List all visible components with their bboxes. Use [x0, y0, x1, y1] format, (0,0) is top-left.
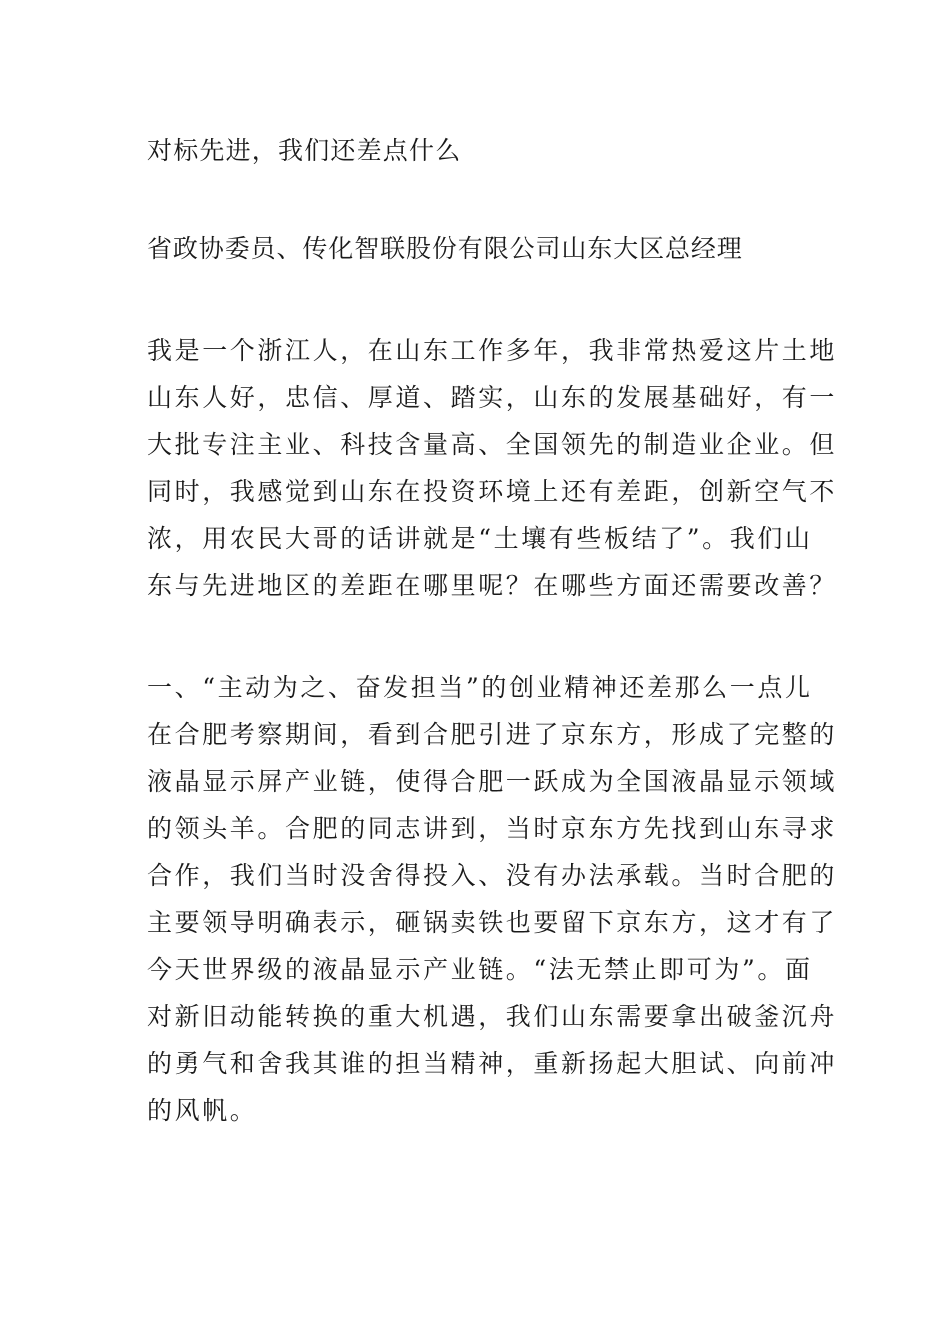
paragraph-line: 浓，用农民大哥的话讲就是“土壤有些板结了”。我们山 — [147, 524, 813, 553]
paragraph-line: 在合肥考察期间，看到合肥引进了京东方，形成了完整的 — [147, 720, 838, 749]
paragraph-line: 我是一个浙江人，在山东工作多年，我非常热爱这片土地 — [147, 336, 838, 365]
paragraph-line: 今天世界级的液晶显示产业链。“法无禁止即可为”。面 — [147, 955, 813, 984]
paragraph-line: 大批专注主业、科技含量高、全国领先的制造业企业。但 — [147, 430, 838, 459]
paragraph-line: 合作，我们当时没舍得投入、没有办法承载。当时合肥的 — [147, 861, 838, 890]
section-heading-line: 一、“主动为之、奋发担当”的创业精神还差那么一点儿 — [147, 673, 813, 702]
paragraph-line: 东与先进地区的差距在哪里呢？在哪些方面还需要改善？ — [147, 571, 838, 600]
paragraph-line: 的风帆。 — [147, 1096, 258, 1125]
paragraph-line: 主要领导明确表示，砸锅卖铁也要留下京东方，这才有了 — [147, 908, 838, 937]
paragraph-line: 液晶显示屏产业链，使得合肥一跃成为全国液晶显示领域 — [147, 767, 838, 796]
author-line: 省政协委员、传化智联股份有限公司山东大区总经理 — [147, 234, 743, 263]
paragraph-line: 的勇气和舍我其谁的担当精神，重新扬起大胆试、向前冲 — [147, 1049, 838, 1078]
document-title: 对标先进，我们还差点什么 — [147, 136, 462, 165]
paragraph-line: 同时，我感觉到山东在投资环境上还有差距，创新空气不 — [147, 477, 838, 506]
paragraph-line: 山东人好，忠信、厚道、踏实，山东的发展基础好，有一 — [147, 383, 838, 412]
paragraph-line: 对新旧动能转换的重大机遇，我们山东需要拿出破釜沉舟 — [147, 1002, 838, 1031]
paragraph-line: 的领头羊。合肥的同志讲到，当时京东方先找到山东寻求 — [147, 814, 838, 843]
